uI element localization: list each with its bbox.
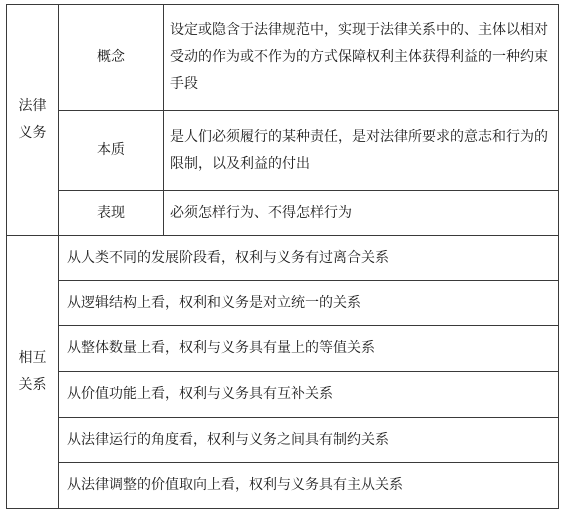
section-label-legal-obligation — [7, 5, 58, 235]
relation-row: 从法律调整的价值取向上看，权利与义务具有主从关系 — [67, 477, 403, 493]
row-label-manifestation: 表现 — [97, 204, 125, 221]
relation-row: 从法律运行的角度看，权利与义务之间具有制约关系 — [67, 431, 389, 448]
relation-row: 从价值功能上看，权利与义务具有互补关系 — [67, 386, 333, 402]
law-obligation-table — [6, 4, 559, 509]
row-content-manifestation: 必须怎样行为、不得怎样行为 — [170, 204, 352, 221]
row-content-concept — [164, 5, 558, 110]
row-label-essence: 本质 — [97, 142, 125, 158]
section-label-line: 法律 — [18, 98, 47, 114]
relation-row: 从整体数量上看，权利与义务具有量上的等值关系 — [67, 340, 375, 356]
relation-row: 从逻辑结构上看，权利和义务是对立统一的关系 — [67, 294, 361, 311]
row-content-essence — [164, 111, 558, 190]
section-label-line: 义务 — [18, 125, 47, 141]
section-label-mutual-relation — [7, 236, 58, 508]
row-label-concept: 概念 — [97, 49, 125, 65]
relation-row: 从人类不同的发展阶段看，权利与义务有过离合关系 — [67, 249, 389, 266]
row-content-text: 是人们必须履行的某种责任，是对法律所要求的意志和行为的限制，以及利益的付出 — [170, 128, 548, 172]
table-border-right — [558, 4, 559, 509]
table-border-bottom — [6, 508, 559, 509]
row-content-text: 设定或隐含于法律规范中，实现于法律关系中的、主体以相对受动的作为或不作为的方式保障权利主体获得利益的一种约束手段 — [170, 22, 548, 92]
section-label-line: 相互 — [18, 350, 47, 366]
section-label-line: 关系 — [18, 377, 47, 393]
